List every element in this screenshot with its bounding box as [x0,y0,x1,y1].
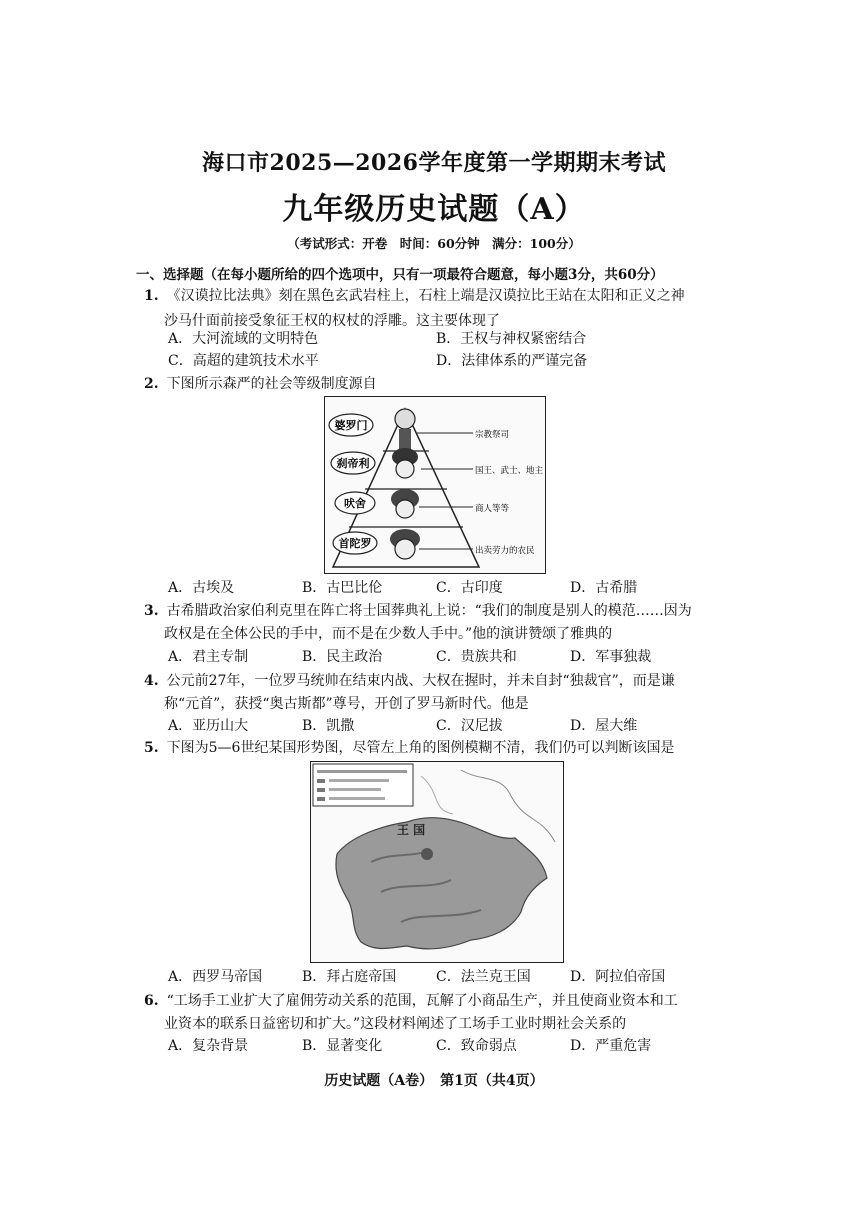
caste-description: 出卖劳力的农民 [475,546,535,556]
option-c[interactable]: C．致命弱点 [436,1038,517,1054]
option-a[interactable]: A．大河流域的文明特色 [168,331,319,347]
option-a[interactable]: A．西罗马帝国 [168,969,263,985]
map-legend [313,764,413,806]
exam-info: （考试形式：开卷 时间：60分钟 满分：100分） [287,236,581,251]
option-b[interactable]: B．王权与神权紧密结合 [436,331,587,347]
option-c[interactable]: C．法兰克王国 [436,969,531,985]
question-text: 政权是在全体公民的手中，而不是在少数人手中。”他的演讲赞颂了雅典的 [164,626,613,642]
question-1 [144,289,685,303]
page-footer: 历史试题（A卷） 第1页（共4页） [324,1073,544,1089]
caste-pyramid-svg [325,397,545,573]
question-text: 公元前27年，一位罗马统帅在结束内战、大权在握时，并未自封“独裁官”，而是谦 [166,673,675,689]
question-2 [144,377,377,391]
caste-label: 首陀罗 [338,537,372,550]
caste-pyramid-figure [324,396,546,574]
section-heading: 一、选择题（在每小题所给的四个选项中，只有一项最符合题意，每小题3分，共60分） [136,267,664,283]
question-text: 下图为5—6世纪某国形势图，尽管左上角的图例模糊不清，我们仍可以判断该国是 [166,740,675,756]
option-a[interactable]: A．复杂背景 [168,1038,249,1054]
question-number: 4. [144,673,159,689]
caste-description: 商人等等 [475,504,510,514]
option-b[interactable]: B．显著变化 [302,1038,383,1054]
option-d[interactable]: D．严重危害 [570,1038,652,1054]
caste-label: 吠舍 [344,497,366,510]
question-text: 沙马什面前接受象征王权的权杖的浮雕。这主要体现了 [164,313,500,329]
option-c[interactable]: C．贵族共和 [436,649,517,665]
option-b[interactable]: B．古巴比伦 [302,580,383,596]
figure-head-icon [395,409,415,449]
caste-label-bubble [331,452,375,474]
figure-head-icon [392,448,418,478]
option-c[interactable]: C．高超的建筑技术水平 [168,353,319,369]
caste-description: 国王、武士、地主 [475,466,544,476]
question-text: 下图所示森严的社会等级制度源自 [166,376,377,392]
question-number: 1. [144,288,159,304]
option-b[interactable]: B．民主政治 [302,649,383,665]
question-5 [144,741,674,755]
question-number: 3. [144,603,159,619]
question-text: 《汉谟拉比法典》刻在黑色玄武岩柱上，石柱上端是汉谟拉比王站在太阳和正义之神 [166,288,685,304]
question-text: 称“元首”，获授“奥古斯都”尊号，开创了罗马新时代。他是 [164,696,529,712]
question-6 [144,994,678,1008]
figure-head-icon [390,529,420,559]
caste-label-bubble [329,414,373,436]
question-text: 业资本的联系日益密切和扩大。”这段材料阐述了工场手工业时期社会关系的 [164,1016,627,1032]
option-a[interactable]: A．君主专制 [168,649,249,665]
map-label: 王 国 [397,823,426,837]
question-text: “工场手工业扩大了雇佣劳动关系的范围，瓦解了小商品生产，并且使商业资本和工 [166,993,678,1009]
question-text: 古希腊政治家伯利克里在阵亡将士国葬典礼上说：“我们的制度是别人的模范……因为 [166,603,692,619]
exam-title-line2: 九年级历史试题（A） [282,192,586,227]
option-d[interactable]: D．军事独裁 [570,649,652,665]
caste-description: 宗教祭司 [475,430,510,440]
option-d[interactable]: D．阿拉伯帝国 [570,969,666,985]
option-b[interactable]: B．凯撒 [302,718,355,734]
question-number: 6. [144,993,159,1009]
question-number: 5. [144,740,159,756]
option-c[interactable]: C．汉尼拔 [436,718,503,734]
option-d[interactable]: D．屋大维 [570,718,638,734]
question-4 [144,674,675,688]
caste-label: 婆罗门 [334,419,368,432]
caste-label: 刹帝利 [336,457,370,470]
option-d[interactable]: D．古希腊 [570,580,638,596]
option-c[interactable]: C．古印度 [436,580,503,596]
caste-label-bubble [335,492,375,514]
map-figure [310,761,564,963]
map-svg [311,762,563,962]
question-3 [144,604,692,618]
question-number: 2. [144,376,159,392]
option-a[interactable]: A．亚历山大 [168,718,249,734]
option-a[interactable]: A．古埃及 [168,580,235,596]
caste-label-bubble [333,532,377,554]
exam-title-line1: 海口市2025—2026学年度第一学期期末考试 [202,150,666,176]
option-b[interactable]: B．拜占庭帝国 [302,969,397,985]
option-d[interactable]: D．法律体系的严谨完备 [436,353,588,369]
figure-head-icon [391,489,419,518]
